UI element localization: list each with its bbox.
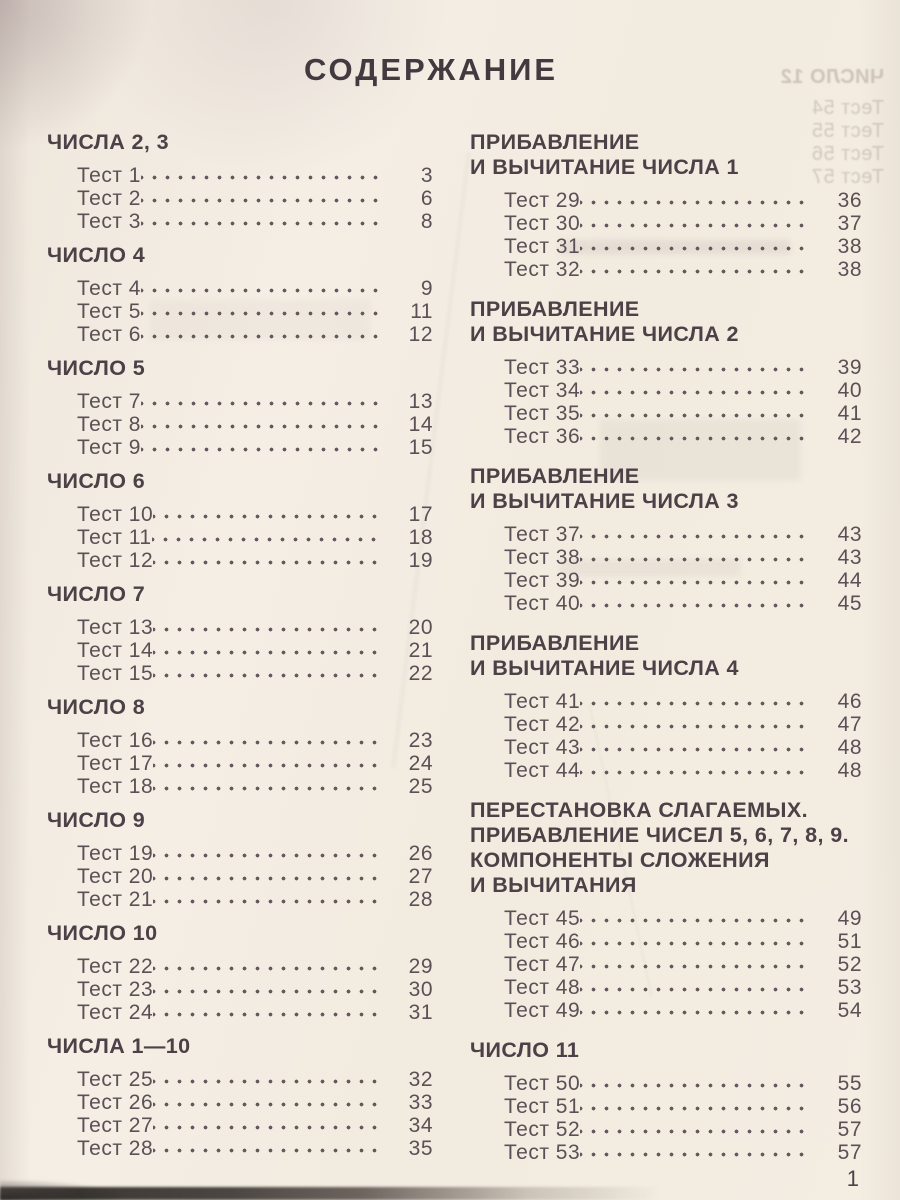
dot-leader (580, 212, 804, 235)
toc-entry (77, 503, 433, 526)
toc-entry-label: Тест 45 (504, 907, 581, 930)
toc-entry-label: Тест 35 (504, 402, 581, 425)
toc-entry (504, 976, 862, 999)
toc-section (47, 130, 433, 233)
toc-entry-page: 30 (408, 978, 433, 1001)
toc-section-heading (470, 297, 862, 347)
toc-entry-label: Тест 3 (77, 210, 141, 233)
toc-section-heading-line: И ВЫЧИТАНИЕ ЧИСЛА 4 (470, 656, 739, 680)
bleed-through-line: Тест 54 (811, 97, 884, 119)
toc-section-heading-line: ЧИСЛО 5 (47, 356, 146, 380)
dot-leader (141, 187, 383, 210)
toc-rows (47, 164, 433, 233)
toc-entry-label: Тест 11 (77, 526, 152, 549)
toc-section (47, 356, 433, 459)
dot-leader (141, 164, 383, 187)
dot-leader (580, 1118, 804, 1141)
dot-leader (580, 999, 804, 1022)
toc-entry (77, 1114, 433, 1137)
dot-leader (580, 235, 804, 258)
toc-entry-page: 3 (420, 164, 433, 187)
toc-section (47, 921, 433, 1024)
toc-entry (504, 189, 862, 212)
toc-section (470, 130, 862, 281)
toc-entry-label: Тест 53 (504, 1141, 581, 1164)
toc-entry-label: Тест 39 (504, 569, 581, 592)
toc-section-heading-line: ЧИСЛО 4 (47, 243, 146, 267)
toc-section (470, 464, 862, 615)
toc-entry-label: Тест 34 (504, 379, 581, 402)
toc-entry (77, 390, 433, 413)
toc-entry (504, 1095, 862, 1118)
toc-section-heading-line: ЧИСЛО 6 (47, 469, 146, 493)
toc-entry (77, 775, 433, 798)
toc-entry-page: 44 (837, 569, 862, 592)
toc-entry-label: Тест 21 (77, 888, 154, 911)
toc-entry-page: 45 (837, 592, 862, 615)
dot-leader (141, 323, 383, 346)
toc-entry-page: 33 (408, 1091, 433, 1114)
page-number: 1 (846, 1166, 860, 1191)
toc-entry-label: Тест 43 (504, 736, 581, 759)
toc-section-heading-line: ЧИСЛО 7 (47, 582, 146, 606)
toc-section-heading-line: ПРИБАВЛЕНИЕ (470, 297, 640, 321)
dot-leader (153, 729, 383, 752)
dot-leader (153, 1091, 383, 1114)
toc-section-heading-line: ЧИСЛО 11 (470, 1038, 580, 1062)
toc-section (47, 808, 433, 911)
toc-entry-page: 52 (837, 953, 862, 976)
toc-section (470, 1038, 862, 1164)
toc-entry-label: Тест 2 (77, 187, 141, 210)
toc-entry (504, 759, 862, 782)
toc-entry (77, 978, 433, 1001)
toc-entry (77, 639, 433, 662)
toc-section-heading-line: И ВЫЧИТАНИЕ ЧИСЛА 3 (470, 489, 739, 513)
toc-entry (504, 1072, 862, 1095)
toc-entry-page: 37 (837, 212, 862, 235)
toc-entry-page: 51 (837, 930, 862, 953)
toc-entry-label: Тест 12 (77, 549, 154, 572)
dot-leader (580, 402, 804, 425)
toc-entry-page: 47 (837, 713, 862, 736)
toc-section-heading-line: И ВЫЧИТАНИЯ (470, 873, 637, 897)
toc (47, 130, 862, 1180)
toc-entry-label: Тест 22 (77, 955, 154, 978)
toc-section-heading (470, 1038, 862, 1063)
toc-entry-label: Тест 40 (504, 592, 581, 615)
toc-entry-page: 42 (837, 425, 862, 448)
toc-section-heading (47, 243, 433, 268)
toc-entry (504, 235, 862, 258)
toc-entry (504, 907, 862, 930)
toc-entry (77, 662, 433, 685)
toc-entry-page: 23 (408, 729, 433, 752)
toc-rows (47, 842, 433, 911)
toc-entry-page: 28 (408, 888, 433, 911)
dot-leader (141, 277, 383, 300)
toc-section-heading (47, 469, 433, 494)
bleed-through-line: Тест 55 (811, 120, 884, 142)
toc-section-heading-line: ПРИБАВЛЕНИЕ ЧИСЕЛ 5, 6, 7, 8, 9. (470, 823, 849, 847)
toc-entry-label: Тест 47 (504, 953, 581, 976)
toc-section (470, 297, 862, 448)
toc-entry-label: Тест 4 (77, 277, 141, 300)
toc-section-heading (470, 798, 862, 898)
toc-entry (504, 425, 862, 448)
toc-entry (77, 955, 433, 978)
toc-entry (504, 1118, 862, 1141)
toc-column-right (470, 130, 862, 1180)
dot-leader (153, 955, 383, 978)
toc-entry (504, 930, 862, 953)
toc-section-heading-line: ЧИСЛО 10 (47, 921, 158, 945)
toc-entry-page: 9 (420, 277, 433, 300)
toc-entry-page: 26 (408, 842, 433, 865)
toc-entry-label: Тест 42 (504, 713, 581, 736)
toc-entry (77, 1137, 433, 1160)
toc-section-heading (470, 130, 862, 180)
toc-entry-label: Тест 37 (504, 523, 581, 546)
toc-section-heading (470, 464, 862, 514)
dot-leader (580, 425, 804, 448)
toc-section (47, 243, 433, 346)
toc-entry-page: 14 (408, 413, 433, 436)
toc-section-heading (47, 1034, 433, 1059)
toc-entry (504, 1141, 862, 1164)
toc-entry-label: Тест 41 (504, 690, 581, 713)
toc-entry-page: 18 (408, 526, 433, 549)
toc-entry (77, 277, 433, 300)
toc-entry-page: 35 (408, 1137, 433, 1160)
toc-entry-page: 8 (420, 210, 433, 233)
toc-entry (504, 523, 862, 546)
dot-leader (580, 379, 804, 402)
toc-entry-page: 57 (837, 1118, 862, 1141)
dot-leader (580, 1095, 804, 1118)
dot-leader (580, 546, 804, 569)
toc-section-heading-line: ПРИБАВЛЕНИЕ (470, 464, 640, 488)
toc-entry (77, 888, 433, 911)
toc-entry (77, 1091, 433, 1114)
dot-leader (580, 523, 804, 546)
dot-leader (580, 356, 804, 379)
toc-section-heading-line: ПЕРЕСТАНОВКА СЛАГАЕМЫХ. (470, 798, 808, 822)
toc-section-heading-line: ЧИСЛА 2, 3 (47, 130, 169, 154)
toc-section-heading-line: ЧИСЛО 8 (47, 695, 146, 719)
toc-entry (504, 953, 862, 976)
toc-entry (504, 212, 862, 235)
scan-edge-shadow-corner (0, 1180, 120, 1200)
toc-entry-label: Тест 8 (77, 413, 141, 436)
toc-entry-label: Тест 32 (504, 258, 581, 281)
toc-section-heading-line: ЧИСЛА 1—10 (47, 1034, 191, 1058)
toc-entry-label: Тест 1 (77, 164, 141, 187)
dot-leader (153, 1001, 383, 1024)
toc-entry-label: Тест 38 (504, 546, 581, 569)
dot-leader (153, 865, 383, 888)
toc-entry (77, 616, 433, 639)
toc-rows (47, 1068, 433, 1160)
dot-leader (580, 953, 804, 976)
toc-rows (470, 1072, 862, 1164)
toc-entry-page: 32 (408, 1068, 433, 1091)
toc-entry-label: Тест 16 (77, 729, 154, 752)
toc-entry-page: 25 (408, 775, 433, 798)
toc-entry-page: 19 (408, 549, 433, 572)
toc-entry-page: 21 (408, 639, 433, 662)
page-title: СОДЕРЖАНИЕ (303, 52, 559, 87)
toc-section-heading (47, 695, 433, 720)
toc-section-heading (47, 582, 433, 607)
toc-section-heading (470, 631, 862, 681)
toc-section-heading-line: ПРИБАВЛЕНИЕ (470, 130, 640, 154)
toc-entry-label: Тест 14 (77, 639, 154, 662)
toc-entry-page: 31 (408, 1001, 433, 1024)
toc-rows (47, 277, 433, 346)
toc-entry (504, 736, 862, 759)
toc-section (47, 1034, 433, 1160)
dot-leader (580, 713, 804, 736)
toc-entry-label: Тест 27 (77, 1114, 154, 1137)
toc-entry (504, 592, 862, 615)
toc-entry-label: Тест 19 (77, 842, 154, 865)
dot-leader (153, 1114, 383, 1137)
toc-rows (470, 690, 862, 782)
toc-entry-label: Тест 7 (77, 390, 141, 413)
toc-entry-page: 27 (408, 865, 433, 888)
dot-leader (580, 592, 804, 615)
toc-section (47, 695, 433, 798)
dot-leader (141, 413, 383, 436)
toc-entry-label: Тест 49 (504, 999, 581, 1022)
dot-leader (580, 690, 804, 713)
dot-leader (153, 978, 383, 1001)
dot-leader (580, 189, 804, 212)
toc-entry-page: 56 (837, 1095, 862, 1118)
toc-rows (47, 616, 433, 685)
toc-entry (77, 413, 433, 436)
toc-section-heading-line: И ВЫЧИТАНИЕ ЧИСЛА 2 (470, 322, 739, 346)
bleed-through-line: Тест 57 (811, 166, 884, 188)
dot-leader (580, 1072, 804, 1095)
toc-section-heading-line: И ВЫЧИТАНИЕ ЧИСЛА 1 (470, 155, 739, 179)
dot-leader (580, 930, 804, 953)
toc-section (470, 798, 862, 1022)
toc-entry-page: 57 (837, 1141, 862, 1164)
toc-entry (77, 865, 433, 888)
toc-entry-page: 43 (837, 546, 862, 569)
toc-entry-page: 29 (408, 955, 433, 978)
toc-entry (504, 546, 862, 569)
toc-entry-label: Тест 28 (77, 1137, 154, 1160)
toc-entry-label: Тест 36 (504, 425, 581, 448)
toc-entry (504, 379, 862, 402)
dot-leader (153, 639, 383, 662)
toc-entry (77, 210, 433, 233)
toc-entry-page: 41 (837, 402, 862, 425)
dot-leader (580, 907, 804, 930)
toc-entry-label: Тест 17 (77, 752, 154, 775)
toc-entry-label: Тест 30 (504, 212, 581, 235)
toc-rows (470, 523, 862, 615)
toc-entry-label: Тест 50 (504, 1072, 581, 1095)
toc-entry (504, 999, 862, 1022)
toc-rows (470, 356, 862, 448)
toc-entry-label: Тест 6 (77, 323, 141, 346)
toc-section (47, 582, 433, 685)
toc-entry-label: Тест 23 (77, 978, 154, 1001)
dot-leader (153, 616, 383, 639)
toc-entry (504, 402, 862, 425)
toc-entry-page: 48 (837, 759, 862, 782)
toc-entry-page: 53 (837, 976, 862, 999)
toc-entry-page: 13 (408, 390, 433, 413)
toc-rows (47, 503, 433, 572)
toc-section-heading-line: ПРИБАВЛЕНИЕ (470, 631, 640, 655)
toc-entry-page: 46 (837, 690, 862, 713)
dot-leader (141, 436, 383, 459)
toc-rows (47, 729, 433, 798)
dot-leader (580, 1141, 804, 1164)
toc-entry-page: 12 (408, 323, 433, 346)
toc-entry-page: 22 (408, 662, 433, 685)
toc-entry (77, 842, 433, 865)
toc-entry-label: Тест 25 (77, 1068, 154, 1091)
toc-entry-page: 39 (837, 356, 862, 379)
toc-entry (77, 549, 433, 572)
toc-section-heading (47, 356, 433, 381)
dot-leader (141, 300, 383, 323)
toc-entry (77, 164, 433, 187)
dot-leader (153, 1068, 383, 1091)
dot-leader (580, 976, 804, 999)
toc-entry-label: Тест 15 (77, 662, 154, 685)
toc-entry-page: 24 (408, 752, 433, 775)
dot-leader (153, 842, 383, 865)
toc-section-heading (47, 921, 433, 946)
toc-entry (77, 1068, 433, 1091)
toc-entry-page: 40 (837, 379, 862, 402)
toc-column-left (47, 130, 433, 1170)
dot-leader (153, 752, 383, 775)
toc-rows (47, 390, 433, 459)
toc-entry-page: 55 (837, 1072, 862, 1095)
toc-entry-label: Тест 52 (504, 1118, 581, 1141)
dot-leader (153, 1137, 383, 1160)
toc-entry-label: Тест 24 (77, 1001, 154, 1024)
toc-section (470, 631, 862, 782)
toc-entry-page: 38 (837, 235, 862, 258)
toc-entry (77, 323, 433, 346)
toc-entry-page: 15 (408, 436, 433, 459)
toc-entry (504, 569, 862, 592)
toc-entry-page: 36 (837, 189, 862, 212)
dot-leader (153, 662, 383, 685)
toc-entry-page: 49 (837, 907, 862, 930)
toc-entry-label: Тест 9 (77, 436, 141, 459)
toc-entry-label: Тест 10 (77, 503, 154, 526)
toc-entry-label: Тест 33 (504, 356, 581, 379)
toc-entry (504, 258, 862, 281)
toc-rows (47, 955, 433, 1024)
toc-entry (77, 526, 433, 549)
toc-entry-label: Тест 48 (504, 976, 581, 999)
toc-entry-label: Тест 31 (504, 235, 581, 258)
toc-entry (77, 187, 433, 210)
toc-entry-label: Тест 18 (77, 775, 154, 798)
toc-section-heading (47, 130, 433, 155)
toc-entry (504, 713, 862, 736)
dot-leader (153, 888, 383, 911)
toc-entry-page: 34 (408, 1114, 433, 1137)
dot-leader (153, 503, 383, 526)
dot-leader (141, 210, 383, 233)
toc-entry (77, 1001, 433, 1024)
dot-leader (141, 390, 383, 413)
toc-entry-label: Тест 26 (77, 1091, 154, 1114)
toc-entry (77, 729, 433, 752)
toc-entry-page: 38 (837, 258, 862, 281)
bleed-through-line: ЧИСЛО 12 (780, 66, 884, 88)
dot-leader (580, 759, 804, 782)
toc-entry-label: Тест 20 (77, 865, 154, 888)
toc-rows (470, 907, 862, 1022)
toc-entry-page: 43 (837, 523, 862, 546)
toc-entry-page: 54 (837, 999, 862, 1022)
toc-entry (504, 690, 862, 713)
toc-entry-label: Тест 13 (77, 616, 154, 639)
toc-section-heading (47, 808, 433, 833)
toc-entry (504, 356, 862, 379)
toc-entry-page: 6 (420, 187, 433, 210)
toc-entry-page: 11 (410, 300, 433, 323)
toc-entry-label: Тест 46 (504, 930, 581, 953)
toc-section-heading-line: КОМПОНЕНТЫ СЛОЖЕНИЯ (470, 848, 770, 872)
toc-entry (77, 300, 433, 323)
dot-leader (580, 736, 804, 759)
dot-leader (580, 569, 804, 592)
toc-entry-page: 48 (837, 736, 862, 759)
bleed-through-line: Тест 56 (811, 143, 884, 165)
toc-entry-label: Тест 44 (504, 759, 581, 782)
dot-leader (153, 775, 383, 798)
dot-leader (153, 549, 383, 572)
toc-section (47, 469, 433, 572)
toc-entry-label: Тест 51 (504, 1095, 581, 1118)
toc-section-heading-line: ЧИСЛО 9 (47, 808, 146, 832)
toc-entry (77, 752, 433, 775)
dot-leader (580, 258, 804, 281)
toc-entry-page: 17 (408, 503, 433, 526)
dot-leader (152, 526, 383, 549)
toc-rows (470, 189, 862, 281)
toc-entry-label: Тест 5 (77, 300, 141, 323)
toc-entry (77, 436, 433, 459)
toc-entry-label: Тест 29 (504, 189, 581, 212)
toc-entry-page: 20 (408, 616, 433, 639)
